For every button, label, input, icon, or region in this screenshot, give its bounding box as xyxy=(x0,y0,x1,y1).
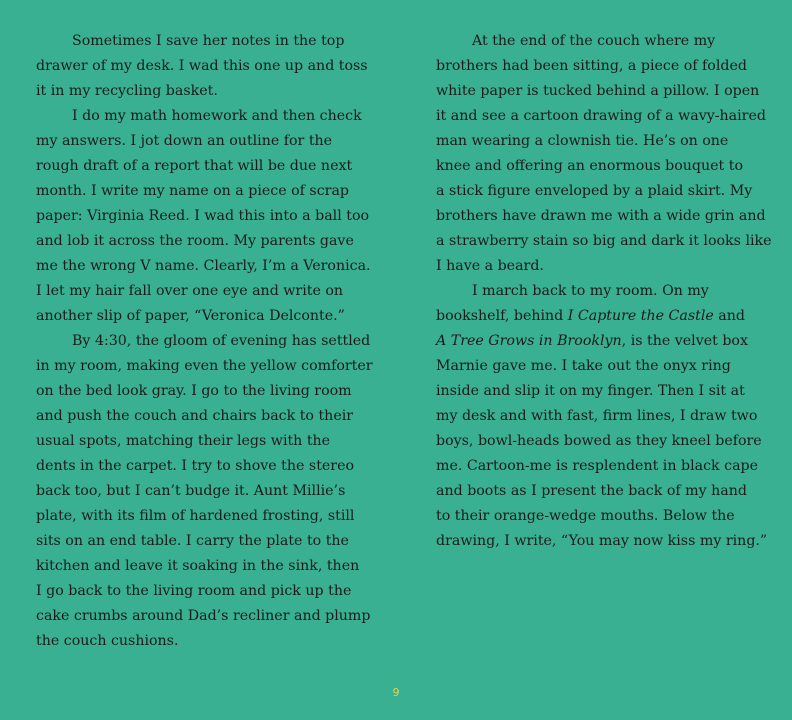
text-run: , is the velvet box xyxy=(621,333,748,349)
text-line: inside and slip it on my finger. Then I sit at xyxy=(436,383,745,399)
text-line: brothers have drawn me with a wide grin and xyxy=(436,208,766,224)
text-line: I let my hair fall over one eye and write on xyxy=(36,283,344,299)
text-line: knee and offering an enormous bouquet to xyxy=(436,158,744,174)
text-line: Marnie gave me. I take out the onyx ring xyxy=(436,358,731,374)
text-line: boys, bowl-heads bowed as they kneel before xyxy=(436,433,762,449)
text-line: me. Cartoon-me is resplendent in black cape xyxy=(436,458,759,474)
text-line: Sometimes I save her notes in the top xyxy=(72,33,345,49)
text-line: and lob it across the room. My parents gave xyxy=(36,233,354,249)
text-line: another slip of paper, “Veronica Delconte.” xyxy=(36,308,345,324)
page-number: 9 xyxy=(392,686,400,699)
text-line: kitchen and leave it soaking in the sink, then xyxy=(36,558,360,574)
text-line: my answers. I jot down an outline for the xyxy=(36,133,333,149)
text-line: I do my math homework and then check xyxy=(72,108,362,124)
text-line: At the end of the couch where my xyxy=(472,33,716,49)
text-run: and xyxy=(713,308,745,324)
text-line: drawing, I write, “You may now kiss my ring.” xyxy=(436,533,768,549)
text-line: the couch cushions. xyxy=(36,633,179,649)
book-title: I Capture the Castle xyxy=(567,308,714,324)
text-line: on the bed look gray. I go to the living room xyxy=(36,383,352,399)
text-line: man wearing a clownish tie. He’s on one xyxy=(436,133,729,149)
text-line: my desk and with fast, firm lines, I draw two xyxy=(436,408,758,424)
text-line: month. I write my name on a piece of scrap xyxy=(36,183,349,199)
text-line: rough draft of a report that will be due next xyxy=(36,158,353,174)
text-line: usual spots, matching their legs with the xyxy=(36,433,331,449)
text-line: and push the couch and chairs back to their xyxy=(36,408,354,424)
text-line: By 4:30, the gloom of evening has settled xyxy=(72,333,371,349)
text-line: brothers had been sitting, a piece of folded xyxy=(436,58,747,74)
text-line xyxy=(436,304,761,329)
text-line: I have a beard. xyxy=(436,258,544,274)
text-line: I march back to my room. On my xyxy=(472,283,709,299)
text-line: paper: Virginia Reed. I wad this into a ball too xyxy=(36,208,370,224)
text-line: I go back to the living room and pick up the xyxy=(36,583,352,599)
text-line: drawer of my desk. I wad this one up and toss xyxy=(36,58,368,74)
text-line xyxy=(436,329,761,354)
text-line: it and see a cartoon drawing of a wavy-haired xyxy=(436,108,766,124)
text-line: sits on an end table. I carry the plate to the xyxy=(36,533,349,549)
book-title: A Tree Grows in Brooklyn xyxy=(436,333,622,349)
text-line: it in my recycling basket. xyxy=(36,83,218,99)
left-text-column xyxy=(36,29,373,654)
text-line: and boots as I present the back of my hand xyxy=(436,483,747,499)
text-line: plate, with its film of hardened frosting, still xyxy=(36,508,355,524)
text-line: cake crumbs around Dad’s recliner and plump xyxy=(36,608,371,624)
text-line: dents in the carpet. I try to shove the stereo xyxy=(36,458,355,474)
text-line: white paper is tucked behind a pillow. I open xyxy=(436,83,760,99)
text-line: me the wrong V name. Clearly, I’m a Veronica. xyxy=(36,258,371,274)
text-line: back too, but I can’t budge it. Aunt Millie’s xyxy=(36,483,346,499)
text-line: in my room, making even the yellow comforter xyxy=(36,358,373,374)
text-line: a stick figure enveloped by a plaid skirt. My xyxy=(436,183,753,199)
text-line: to their orange-wedge mouths. Below the xyxy=(436,508,735,524)
right-text-column xyxy=(436,29,772,554)
text-line: a strawberry stain so big and dark it looks like xyxy=(436,233,772,249)
text-run: bookshelf, behind xyxy=(436,308,568,324)
